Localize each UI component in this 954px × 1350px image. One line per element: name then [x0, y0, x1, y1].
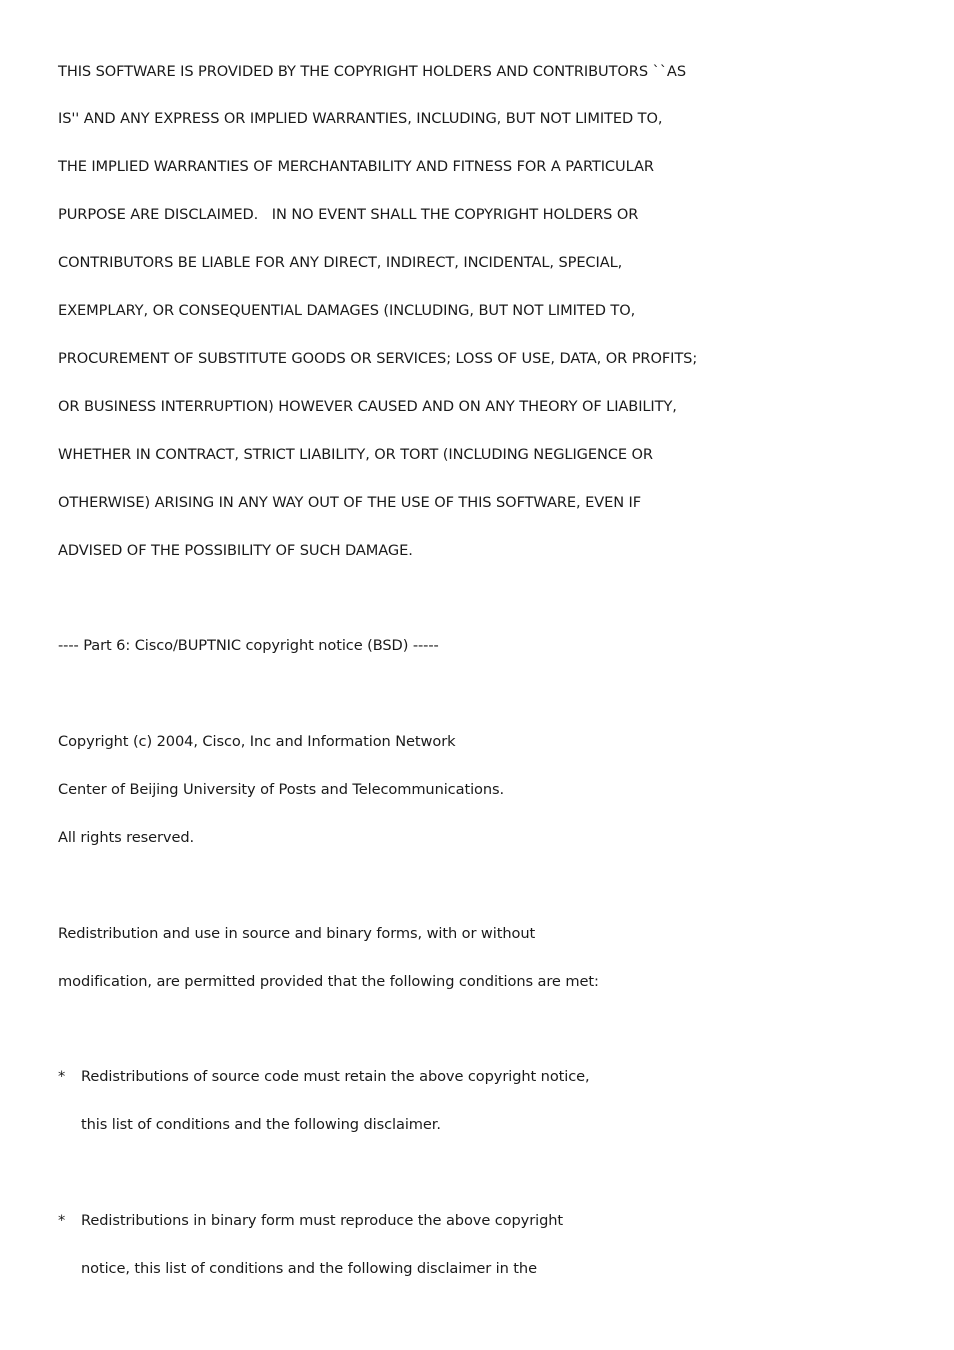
copyright-line: Center of Beijing University of Posts and Telecommunications.: [58, 781, 505, 798]
disclaimer-line: THE IMPLIED WARRANTIES OF MERCHANTABILITY AND FITNESS FOR A PARTICULAR: [58, 158, 654, 175]
condition-line: notice, this list of conditions and the following disclaimer in the: [81, 1260, 537, 1277]
disclaimer-line: PROCUREMENT OF SUBSTITUTE GOODS OR SERVICES; LOSS OF USE, DATA, OR PROFITS;: [58, 350, 698, 367]
redistribution-line: modification, are permitted provided that the following conditions are met:: [58, 973, 599, 990]
disclaimer-line: EXEMPLARY, OR CONSEQUENTIAL DAMAGES (INCLUDING, BUT NOT LIMITED TO,: [58, 302, 636, 319]
copyright-line: All rights reserved.: [58, 829, 195, 846]
disclaimer-line: OTHERWISE) ARISING IN ANY WAY OUT OF THE USE OF THIS SOFTWARE, EVEN IF: [58, 494, 642, 511]
disclaimer-line: WHETHER IN CONTRACT, STRICT LIABILITY, OR TORT (INCLUDING NEGLIGENCE OR: [58, 446, 653, 463]
bullet-marker: *: [58, 1212, 66, 1229]
copyright-line: Copyright (c) 2004, Cisco, Inc and Information Network: [58, 733, 456, 750]
disclaimer-line: PURPOSE ARE DISCLAIMED. IN NO EVENT SHALL THE COPYRIGHT HOLDERS OR: [58, 206, 639, 223]
disclaimer-line: THIS SOFTWARE IS PROVIDED BY THE COPYRIGHT HOLDERS AND CONTRIBUTORS ``AS: [58, 63, 686, 80]
disclaimer-line: ADVISED OF THE POSSIBILITY OF SUCH DAMAGE.: [58, 542, 413, 559]
condition-line: Redistributions in binary form must reproduce the above copyright: [81, 1212, 563, 1229]
redistribution-line: Redistribution and use in source and binary forms, with or without: [58, 925, 536, 942]
bullet-marker: *: [58, 1068, 66, 1085]
section-heading: ---- Part 6: Cisco/BUPTNIC copyright notice (BSD) -----: [58, 637, 439, 654]
disclaimer-line: CONTRIBUTORS BE LIABLE FOR ANY DIRECT, INDIRECT, INCIDENTAL, SPECIAL,: [58, 254, 623, 271]
condition-line: this list of conditions and the following disclaimer.: [81, 1116, 441, 1133]
condition-line: Redistributions of source code must retain the above copyright notice,: [81, 1068, 590, 1085]
disclaimer-line: IS'' AND ANY EXPRESS OR IMPLIED WARRANTIES, INCLUDING, BUT NOT LIMITED TO,: [58, 110, 663, 127]
disclaimer-line: OR BUSINESS INTERRUPTION) HOWEVER CAUSED AND ON ANY THEORY OF LIABILITY,: [58, 398, 677, 415]
